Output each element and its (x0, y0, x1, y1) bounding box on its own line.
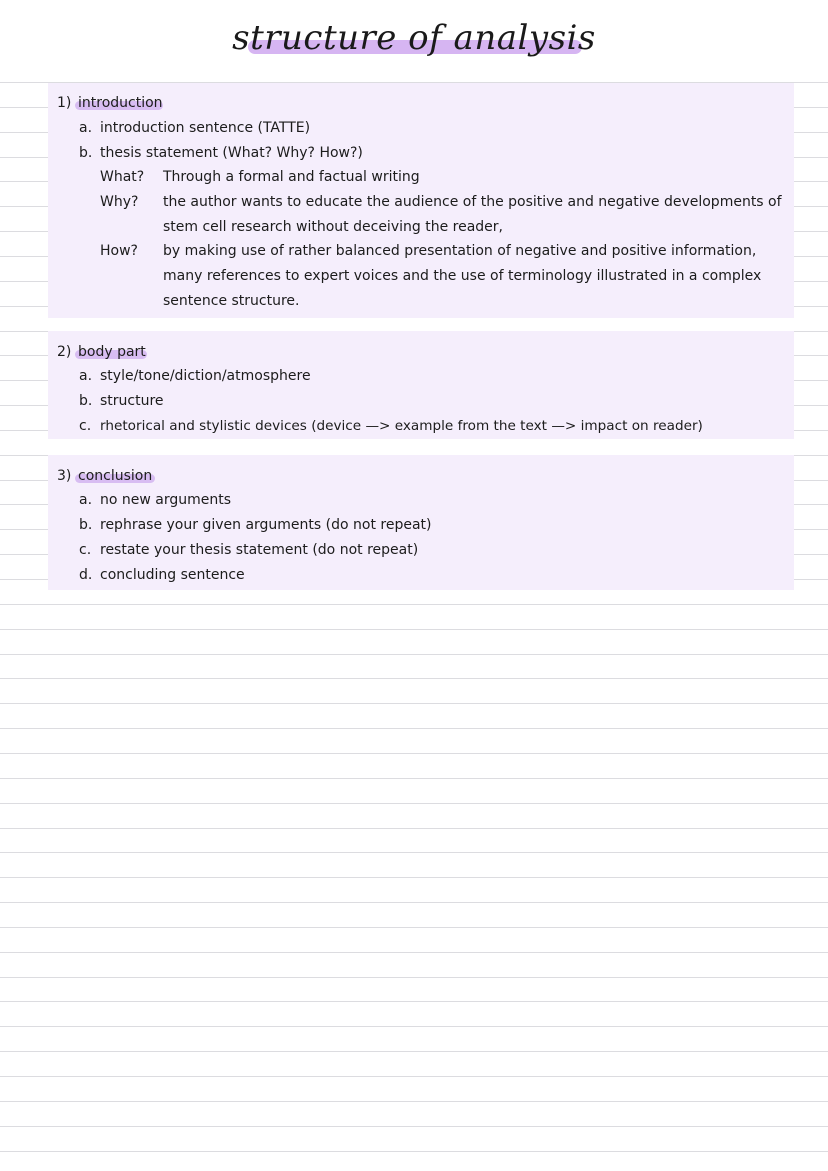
item-text: concluding sentence (100, 567, 245, 583)
ruled-line (0, 1101, 828, 1102)
thesis-line: the author wants to educate the audience of the positive and negative developments of (163, 194, 782, 210)
section-number: 2) (57, 344, 72, 360)
ruled-line (0, 977, 828, 978)
ruled-line (0, 629, 828, 630)
ruled-line (0, 778, 828, 779)
section-number: 3) (57, 468, 72, 484)
section-heading: introduction (78, 95, 163, 111)
thesis-question: How? (100, 243, 138, 259)
thesis-line: Through a formal and factual writing (163, 169, 420, 185)
item-text: rhetorical and stylistic devices (device —> example from the text —> impact on reader) (100, 418, 703, 434)
ruled-line (0, 952, 828, 953)
ruled-line (0, 1076, 828, 1077)
ruled-line (0, 1151, 828, 1152)
ruled-line (0, 1126, 828, 1127)
ruled-line (0, 927, 828, 928)
ruled-line (0, 728, 828, 729)
ruled-line (0, 703, 828, 704)
ruled-line (0, 678, 828, 679)
page-title: structure of analysis (232, 18, 596, 58)
ruled-line (0, 654, 828, 655)
item-text: thesis statement (What? Why? How?) (100, 145, 363, 161)
thesis-line: stem cell research without deceiving the reader, (163, 219, 503, 235)
section-number: 1) (57, 95, 72, 111)
item-letter: a. (79, 120, 93, 136)
item-letter: a. (79, 492, 93, 508)
ruled-line (0, 852, 828, 853)
section-heading: body part (78, 344, 146, 360)
thesis-line: sentence structure. (163, 293, 300, 309)
item-letter: b. (79, 393, 93, 409)
ruled-line (0, 877, 828, 878)
ruled-line (0, 1001, 828, 1002)
ruled-line (0, 1051, 828, 1052)
ruled-line (0, 1026, 828, 1027)
thesis-question: Why? (100, 194, 139, 210)
item-text: structure (100, 393, 164, 409)
item-text: restate your thesis statement (do not repeat) (100, 542, 419, 558)
item-text: introduction sentence (TATTE) (100, 120, 311, 136)
title-wrap (0, 18, 828, 58)
item-text: style/tone/diction/atmosphere (100, 368, 311, 384)
ruled-line (0, 753, 828, 754)
ruled-line (0, 902, 828, 903)
ruled-line (0, 828, 828, 829)
item-text: rephrase your given arguments (do not repeat) (100, 517, 432, 533)
item-letter: c. (79, 542, 92, 558)
item-letter: c. (79, 418, 92, 434)
ruled-line (0, 604, 828, 605)
item-text: no new arguments (100, 492, 232, 508)
item-letter: d. (79, 567, 93, 583)
section-heading: conclusion (78, 468, 153, 484)
thesis-line: many references to expert voices and the use of terminology illustrated in a complex (163, 268, 762, 284)
thesis-question: What? (100, 169, 145, 185)
item-letter: b. (79, 145, 93, 161)
ruled-line (0, 803, 828, 804)
item-letter: b. (79, 517, 93, 533)
thesis-line: by making use of rather balanced presentation of negative and positive information, (163, 243, 757, 259)
item-letter: a. (79, 368, 93, 384)
